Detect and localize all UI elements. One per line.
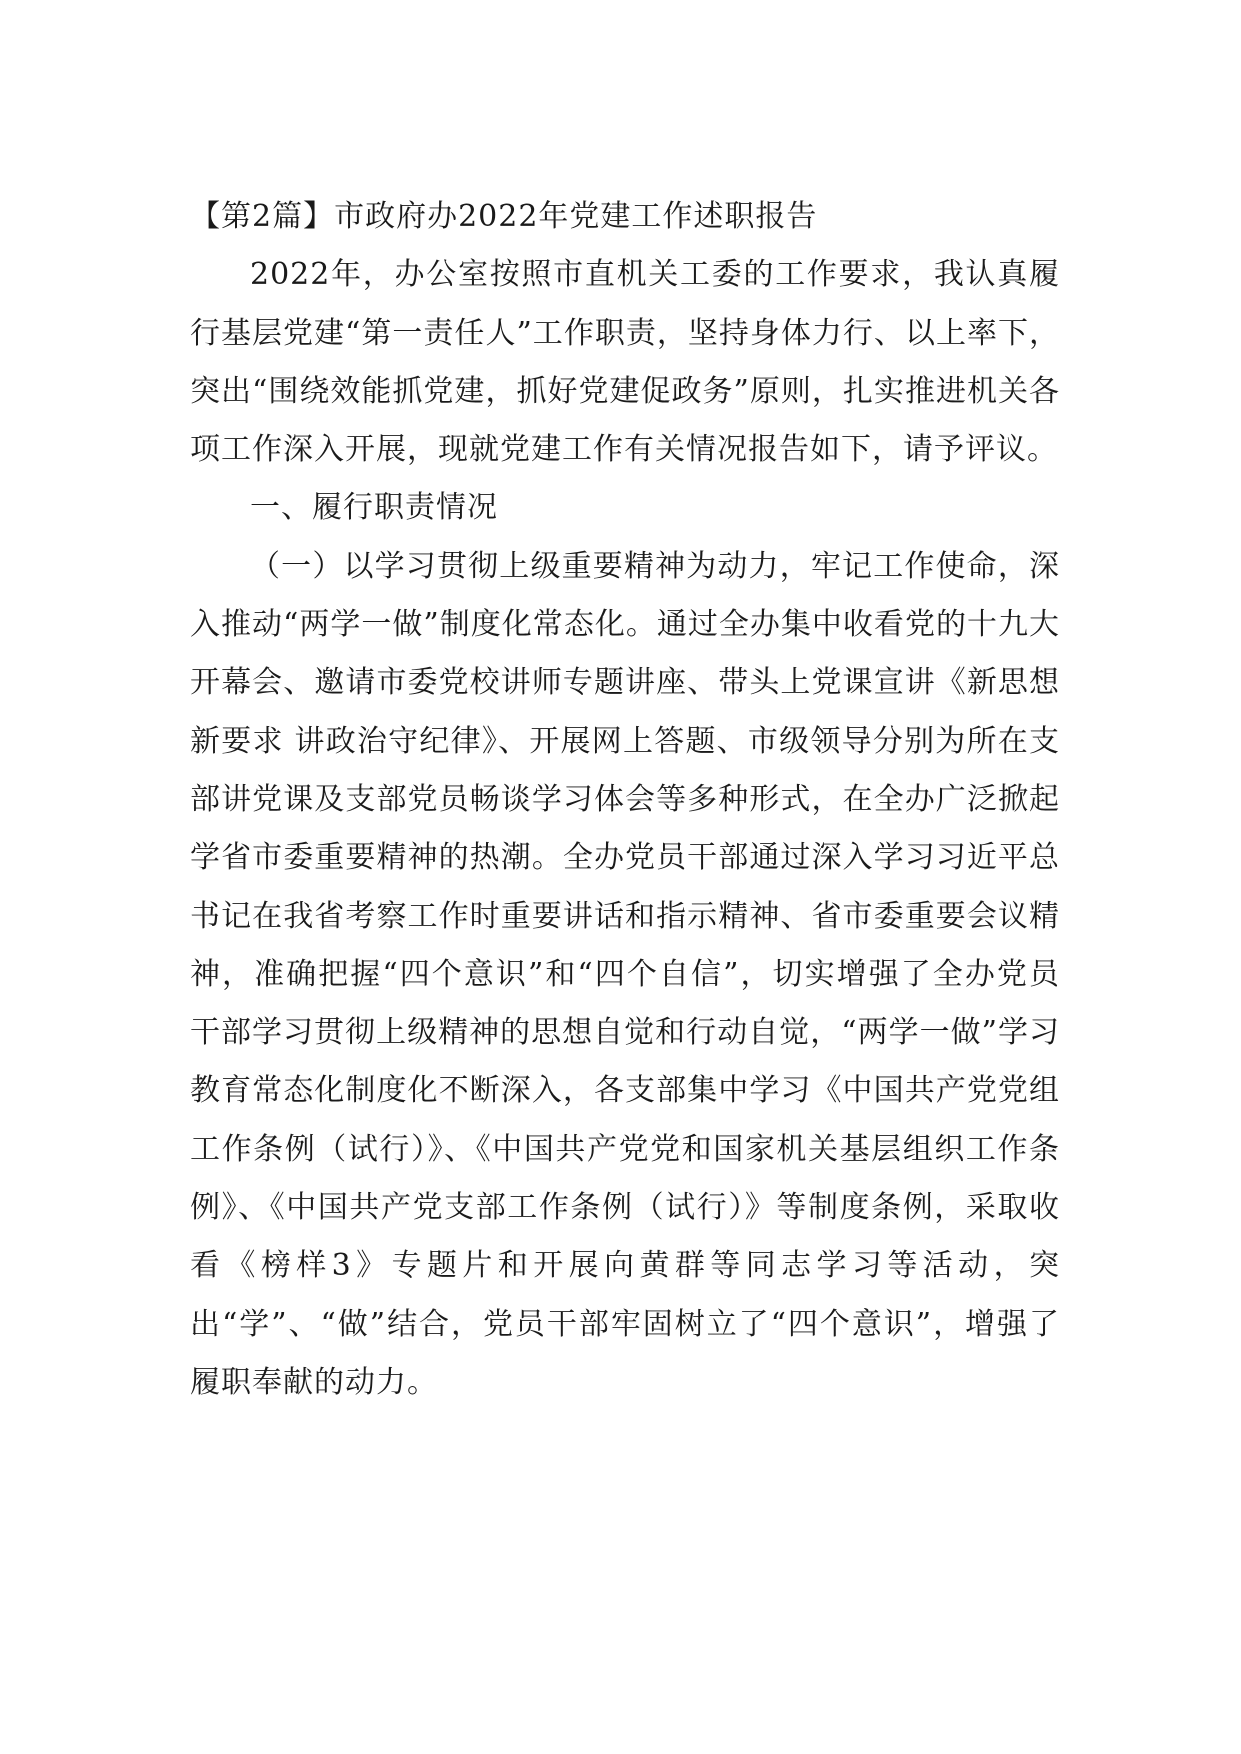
section-paragraph: （一）以学习贯彻上级重要精神为动力，牢记工作使命，深入推动“两学一做”制度化常态化。通过全办集中收看党的十九大开幕会、邀请市委党校讲师专题讲座、带头上党课宣讲《新思想新要求 讲政治守纪律》、开展网上答题、市级领导分别为所在支部讲党课及支部党员畅谈学习体会等多种形式，在全办广泛掀起学省市委重要精神的热潮。全办党员干部通过深入学习习近平总书记在我省考察工作时重要讲话和指示精神、省市委重要会议精神，准确把握“四个意识”和“四个自信”，切实增强了全办党员干部学习贯彻上级精神的思想自觉和行动自觉，“两学一做”学习教育常态化制度化不断深入，各支部集中学习《中国共产党党组工作条例（试行）》、《中国共产党党和国家机关基层组织工作条例》、《中国共产党支部工作条例（试行）》等制度条例，采取收看《榜样3》专题片和开展向黄群等同志学习等活动，突出“学”、“做”结合，党员干部牢固树立了“四个意识”，增强了履职奉献的动力。 — [190, 548, 1060, 1400]
document-title: 【第2篇】市政府办2022年党建工作述职报告 — [190, 199, 818, 234]
intro-paragraph: 2022年，办公室按照市直机关工委的工作要求，我认真履行基层党建“第一责任人”工作职责，坚持身体力行、以上率下，突出“围绕效能抓党建，抓好党建促政务”原则，扎实推进机关各项工作深入开展，现就党建工作有关情况报告如下，请予评议。 — [190, 257, 1060, 468]
document-body — [190, 188, 1060, 1412]
section-heading: 一、履行职责情况 — [250, 490, 498, 526]
